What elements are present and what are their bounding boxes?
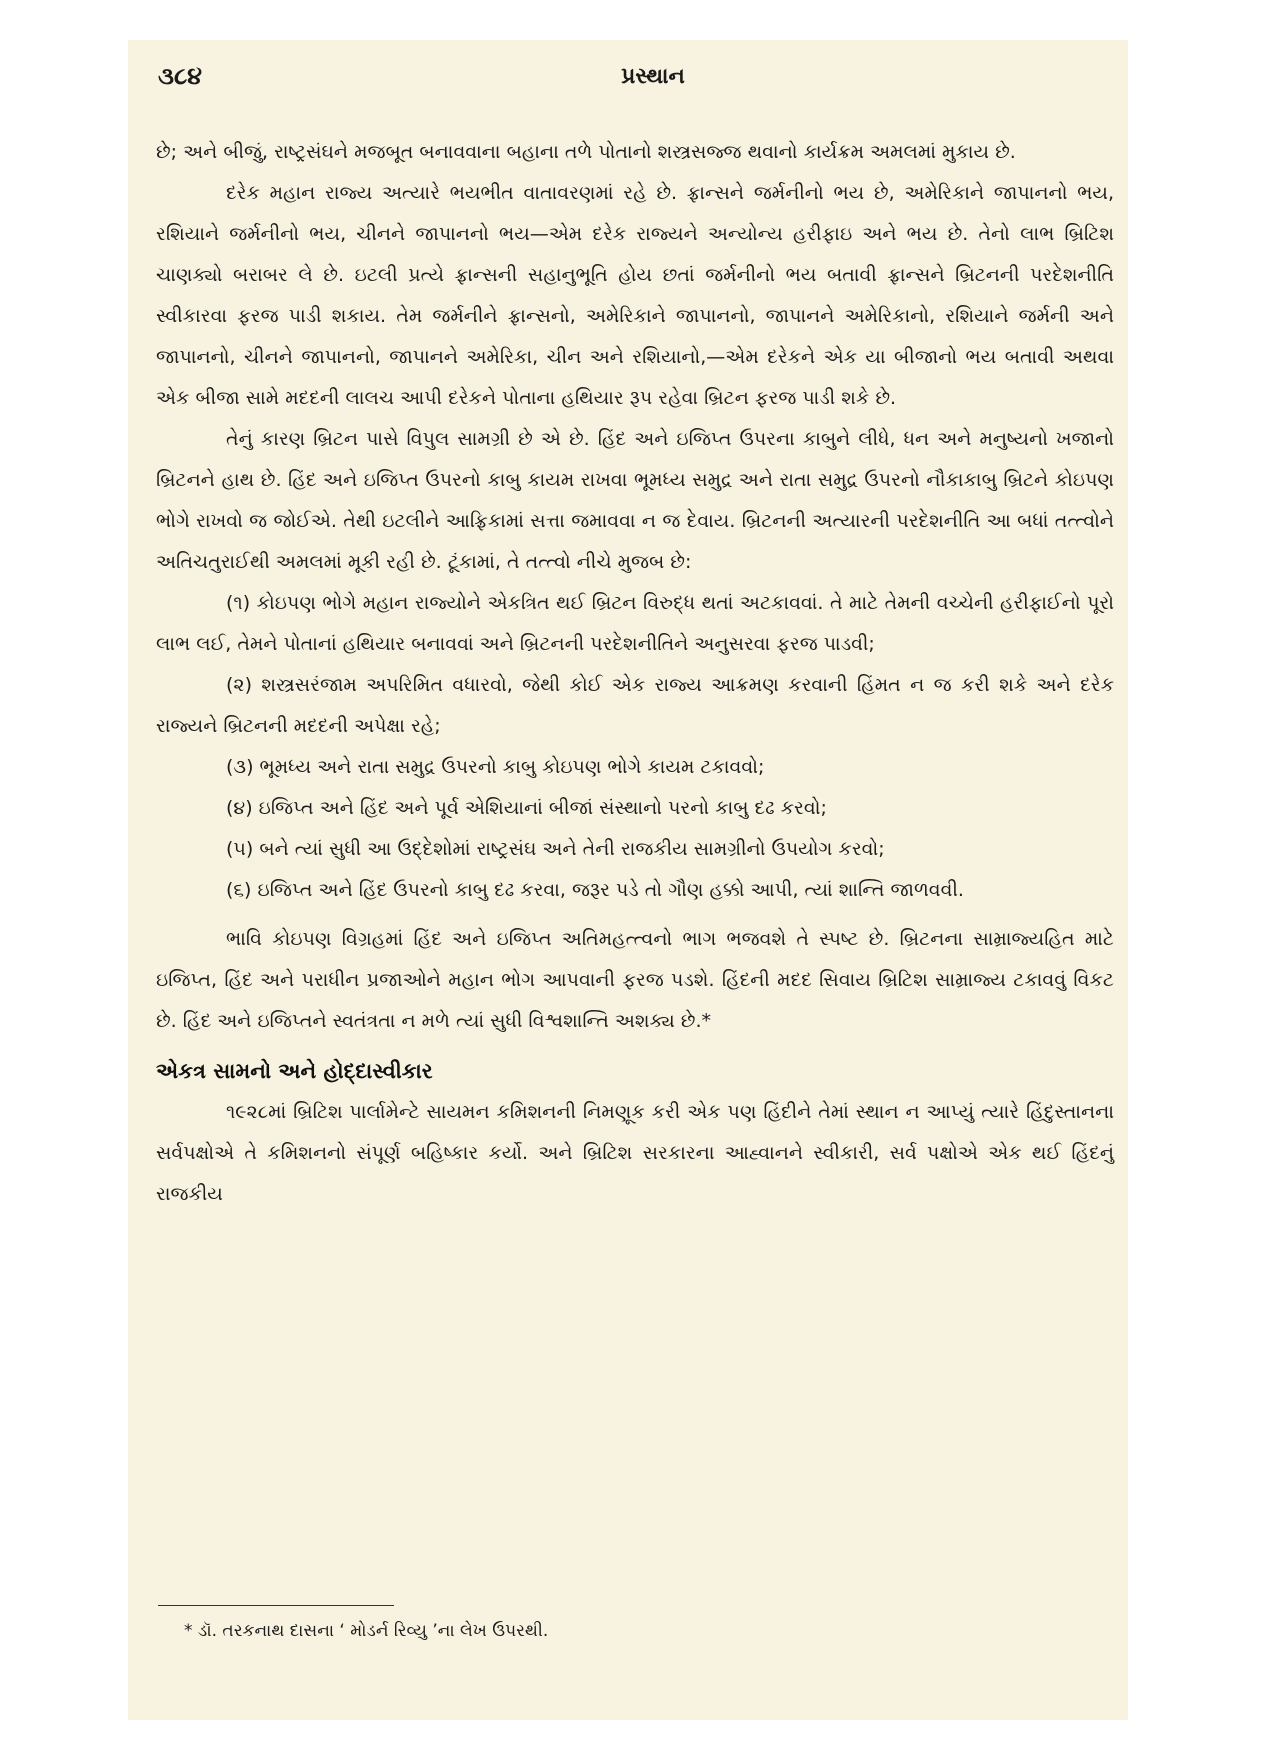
paragraph-fear-politics: દરેક મહાન રાજ્ય અત્યારે ભયભીત વાતાવરણમાં રહે છે. ફ્રાન્સને જર્મનીનો ભય છે, અમેરિકાને જાપાનનો ભય, રશિયાને જર્મનીનો ભય, ચીનને જાપાનનો ભય—એમ દરેક રાજ્યને અન્યોન્ય હરીફાઇ અને ભય છે. તેનો લાભ બ્રિટિશ ચાણક્યો બરાબર લે છે. ઇટલી પ્રત્યે ફ્રાન્સની સહાનુભૂતિ હોય છતાં જર્મનીનો ભય બતાવી ફ્રાન્સને બ્રિટનની પરદેશનીતિ સ્વીકારવા ફરજ પાડી શકાય. તેમ જર્મનીને ફ્રાન્સનો, અમેરિકાને જાપાનનો, જાપાનને અમેરિકાનો, રશિયાને જર્મની અને જાપાનનો, ચીનને જાપાનનો, જાપાનને અમેરિકા, ચીન અને રશિયાનો,—એમ દરેકને એક યા બીજાનો ભય બતાવી અથવા એક બીજા સામે મદદની લાલચ આપી દરેકને પોતાના હથિયાર રૂપ રહેવા બ્રિટન ફરજ પાડી શકે છે. xyxy=(156,182,1114,409)
page-number: ૩૮૪ xyxy=(158,62,203,90)
footnote: * ડૉ. તરકનાથ દાસના ‘ મોડર્ન રિવ્યુ ’ના લેખ ઉપરથી. xyxy=(184,1621,549,1641)
list-item-5: (૫) બને ત્યાં સુધી આ ઉદ્દેશોમાં રાષ્ટ્રસંઘ અને તેની રાજકીય સામગ્રીનો ઉપયોગ કરવો; xyxy=(226,838,885,860)
list-item-2: (૨) શસ્ત્રસરંજામ અપરિમિત વધારવો, જેથી કોઈ એક રાજ્ય આક્રમણ કરવાની હિંમત ન જ કરી શકે અને દરેક રાજ્યને બ્રિટનની મદદની અપેક્ષા રહે; xyxy=(156,674,1114,737)
running-title: પ્રસ્થાન xyxy=(621,64,685,89)
list-item-3: (૩) ભૂમધ્ય અને રાતા સમુદ્ર ઉપરનો કાબુ કોઇપણ ભોગે કાયમ ટકાવવો; xyxy=(226,756,765,778)
paragraph-britain-resources: તેનું કારણ બ્રિટન પાસે વિપુલ સામગ્રી છે એ છે. હિંદ અને ઇજિપ્ત ઉપરના કાબુને લીધે, ધન અને મનુષ્યનો ખજાનો બ્રિટનને હાથ છે. હિંદ અને ઇજિપ્ત ઉપરનો કાબુ કાયમ રાખવા ભૂમધ્ય સમુદ્ર અને રાતા સમુદ્ર ઉપરનો નૌકાકાબુ બ્રિટને કોઇપણ ભોગે રાખવો જ જોઈએ. તેથી ઇટલીને આફ્રિકામાં સત્તા જમાવવા ન જ દેવાય. બ્રિટનની અત્યારની પરદેશનીતિ આ બધાં તત્ત્વોને અતિચતુરાઈથી અમલમાં મૂકી રહી છે. ટૂંકામાં, તે તત્ત્વો નીચે મુજબ છે: xyxy=(156,428,1114,573)
body-text xyxy=(156,132,1114,1215)
list-item-4: (૪) ઇજિપ્ત અને હિંદ અને પૂર્વ એશિયાનાં બીજાં સંસ્થાનો પરનો કાબુ દઢ કરવો; xyxy=(226,797,827,819)
list-item-6: (૬) ઇજિપ્ત અને હિંદ ઉપરનો કાબુ દઢ કરવા, જરૂર પડે તો ગૌણ હક્કો આપી, ત્યાં શાન્તિ જાળવવી. xyxy=(226,879,964,901)
paragraph-simon-commission: ૧૯૨૮માં બ્રિટિશ પાર્લામેન્ટે સાયમન કમિશનની નિમણૂક કરી એક પણ હિંદીને તેમાં સ્થાન ન આપ્યું ત્યારે હિંદુસ્તાનના સર્વપક્ષોએ તે કમિશનનો સંપૂર્ણ બહિષ્કાર કર્યો. અને બ્રિટિશ સરકારના આહ્વાનને સ્વીકારી, સર્વ પક્ષોએ એક થઈ હિંદનું રાજકીય xyxy=(156,1101,1114,1205)
footnote-rule xyxy=(158,1605,394,1606)
paragraph-future-war: ભાવિ કોઇપણ વિગ્રહમાં હિંદ અને ઇજિપ્ત અતિમહત્ત્વનો ભાગ ભજવશે તે સ્પષ્ટ છે. બ્રિટનના સામ્રાજ્યહિત માટે ઇજિપ્ત, હિંદ અને પરાધીન પ્રજાઓને મહાન ભોગ આપવાની ફરજ પડશે. હિંદની મદદ સિવાય બ્રિટિશ સામ્રાજ્ય ટકાવવું વિકટ છે. હિંદ અને ઇજિપ્તને સ્વતંત્રતા ન મળે ત્યાં સુધી વિશ્વશાન્તિ અશક્ય છે.* xyxy=(156,928,1114,1032)
paragraph-continuation: છે; અને બીજું, રાષ્ટ્રસંઘને મજબૂત બનાવવાના બહાના તળે પોતાનો શસ્ત્રસજ્જ થવાનો કાર્યક્રમ અમલમાં મુકાય છે. xyxy=(156,141,1016,163)
section-heading: એકત્ર સામનો અને હોદ્દાસ્વીકાર xyxy=(156,1059,433,1083)
list-item-1: (૧) કોઇપણ ભોગે મહાન રાજ્યોને એકત્રિત થઈ બ્રિટન વિરુદ્ધ થતાં અટકાવવાં. તે માટે તેમની વચ્ચેની હરીફાઈનો પૂરો લાભ લઈ, તેમને પોતાનાં હથિયાર બનાવવાં અને બ્રિટનની પરદેશનીતિને અનુસરવા ફરજ પાડવી; xyxy=(156,592,1114,655)
page-header xyxy=(156,62,1128,102)
book-page xyxy=(128,40,1128,1720)
